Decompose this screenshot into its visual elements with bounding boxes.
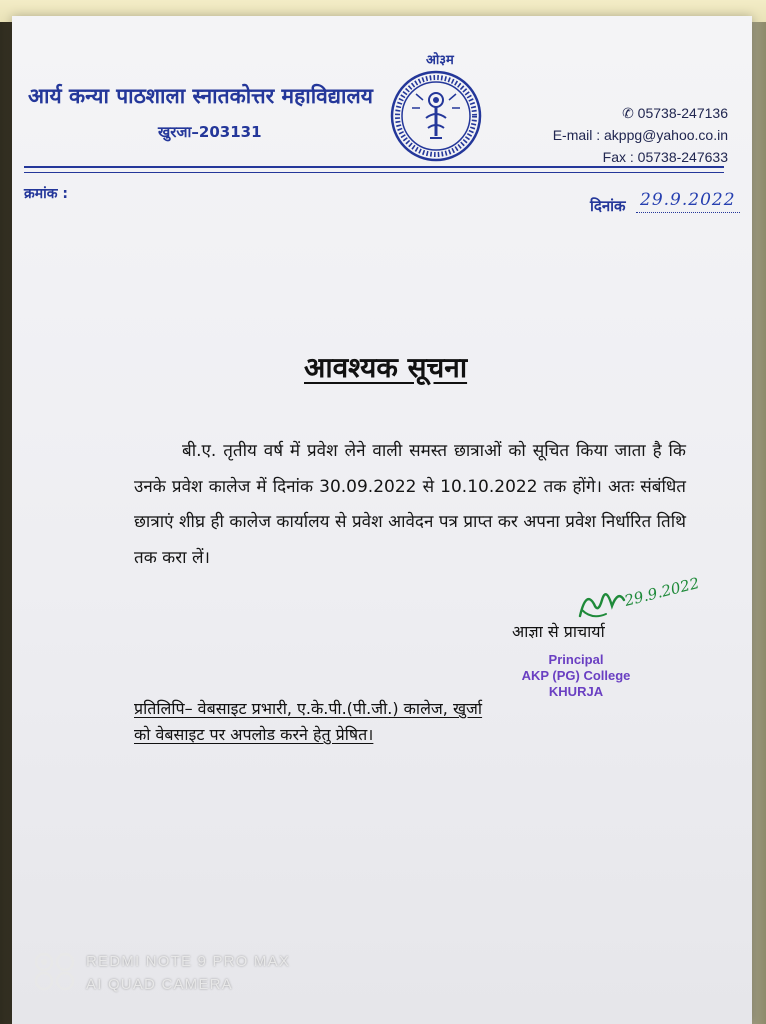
camera-lens-icon <box>34 950 76 992</box>
notice-heading: आवश्यक सूचना <box>304 351 468 384</box>
phone-number: ✆ 05738-247136 <box>622 105 728 121</box>
college-address: खुरजा–203131 <box>158 123 262 141</box>
fax-number: Fax : 05738-247633 <box>602 149 728 165</box>
watermark-camera: AI QUAD CAMERA <box>86 976 233 993</box>
stamp-title: Principal <box>548 652 604 667</box>
signature-mark <box>572 570 702 624</box>
college-emblem-icon <box>390 70 482 162</box>
notice-body: बी.ए. तृतीय वर्ष में प्रवेश लेने वाली समस्त छात्राओं को सूचित किया जाता है कि उनके प्रवेश कालेज में दिनांक 30.09.2022 से 10.10.2022 तक होंगे। अतः संबंधित छात्राएं शीघ्र ही कालेज कार्यालय से प्रवेश आवेदन पत्र प्राप्त कर अपना प्रवेश निर्धारित तिथि तक करा लें। <box>134 441 686 568</box>
reference-number-label: क्रमांक : <box>24 186 68 202</box>
stamp-college: AKP (PG) College <box>521 668 631 683</box>
date-dotted-line <box>636 212 740 213</box>
signature-date: 29.9.2022 <box>622 573 702 610</box>
copy-line-1: प्रतिलिपि– वेबसाइट प्रभारी, ए.के.पी.(पी.जी.) कालेज, खुर्जा <box>134 699 483 718</box>
stamp-city: KHURJA <box>548 684 604 699</box>
copy-line-2: को वेबसाइट पर अपलोड करने हेतु प्रेषित। <box>134 725 374 744</box>
om-text: ओ३म <box>426 53 454 68</box>
header-divider <box>24 166 724 168</box>
date-label: दिनांक <box>590 197 626 215</box>
copy-to-block <box>134 696 574 748</box>
camera-watermark <box>86 950 290 996</box>
date-value: 29.9.2022 <box>640 190 736 210</box>
header-divider-thin <box>24 172 724 173</box>
contact-block <box>553 102 728 168</box>
principal-stamp <box>500 652 652 700</box>
college-name: आर्य कन्या पाठशाला स्नातकोत्तर महाविद्यालय <box>28 83 373 108</box>
signoff-text: आज्ञा से प्राचार्या <box>512 622 605 641</box>
watermark-model: REDMI NOTE 9 PRO MAX <box>86 953 291 970</box>
email-address: E-mail : akppg@yahoo.co.in <box>552 127 728 143</box>
